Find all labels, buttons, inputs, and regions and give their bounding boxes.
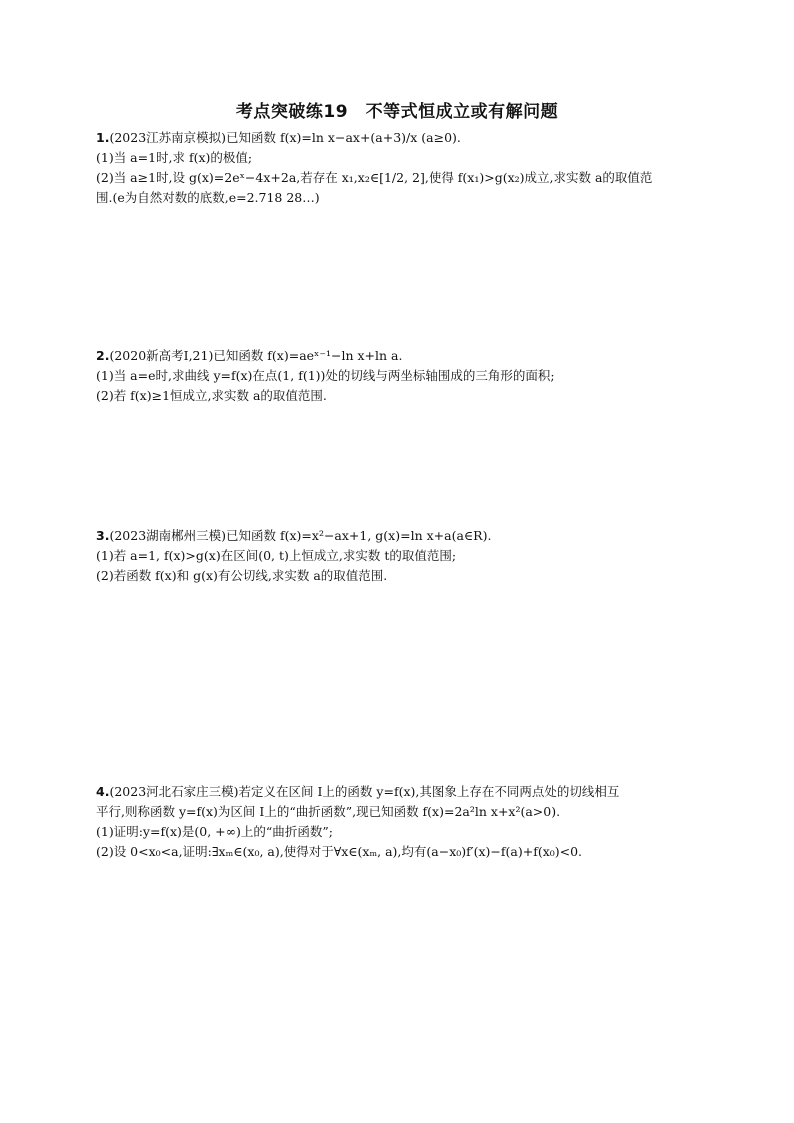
problem-number: 4. (96, 784, 110, 799)
problem-number: 3. (96, 528, 110, 543)
problem-4-part-1: (1)证明:y=f(x)是(0, +∞)上的“曲折函数”; (96, 824, 333, 839)
problem-1-stem (96, 128, 706, 148)
problem-3-part-2: (2)若函数 f(x)和 g(x)有公切线,求实数 a的取值范围. (96, 568, 388, 583)
problem-2-part-1: (1)当 a=e时,求曲线 y=f(x)在点(1, f(1))处的切线与两坐标轴围成的三角形的面积; (96, 368, 555, 383)
problem-4-stem (96, 782, 706, 802)
problem-3-stem (96, 526, 706, 546)
problem-4 (96, 782, 706, 862)
problem-2-stem (96, 346, 706, 366)
problem-number: 2. (96, 348, 110, 363)
problem-3-part-1: (1)若 a=1, f(x)>g(x)在区间(0, t)上恒成立,求实数 t的取值范围; (96, 548, 457, 563)
problem-3 (96, 526, 706, 586)
problem-number: 1. (96, 130, 110, 145)
page-title: 考点突破练19 不等式恒成立或有解问题 (235, 102, 559, 122)
problem-4-part-2: (2)设 0<x₀<a,证明:∃xₘ∈(x₀, a),使得对于∀x∈(xₘ, a),均有(a−x₀)f′(x)−f(a)+f(x₀)<0. (96, 844, 583, 859)
problem-1-part-2-cont: 围.(e为自然对数的底数,e=2.718 28…) (96, 190, 320, 205)
problem-text: (2020新高考Ⅰ,21)已知函数 f(x)=aeˣ⁻¹−ln x+ln a. (109, 348, 403, 363)
problem-4-stem-cont: 平行,则称函数 y=f(x)为区间 I上的“曲折函数”,现已知函数 f(x)=2a²ln x+x²(a>0). (96, 804, 561, 819)
problem-2-part-2: (2)若 f(x)≥1恒成立,求实数 a的取值范围. (96, 388, 327, 403)
problem-text: (2023江苏南京模拟)已知函数 f(x)=ln x−ax+(a+3)/x (a≥0). (109, 130, 461, 145)
problem-text: (2023湖南郴州三模)已知函数 f(x)=x²−ax+1, g(x)=ln x+a(a∈R). (109, 528, 492, 543)
problem-1-part-2: (2)当 a≥1时,设 g(x)=2eˣ−4x+2a,若存在 x₁,x₂∈[1/2, 2],使得 f(x₁)>g(x₂)成立,求实数 a的取值范 (96, 170, 653, 185)
problem-1-part-1: (1)当 a=1时,求 f(x)的极值; (96, 150, 253, 165)
problem-2 (96, 346, 706, 406)
problem-text: (2023河北石家庄三模)若定义在区间 I上的函数 y=f(x),其图象上存在不同两点处的切线相互 (109, 784, 620, 799)
problem-1 (96, 128, 706, 208)
